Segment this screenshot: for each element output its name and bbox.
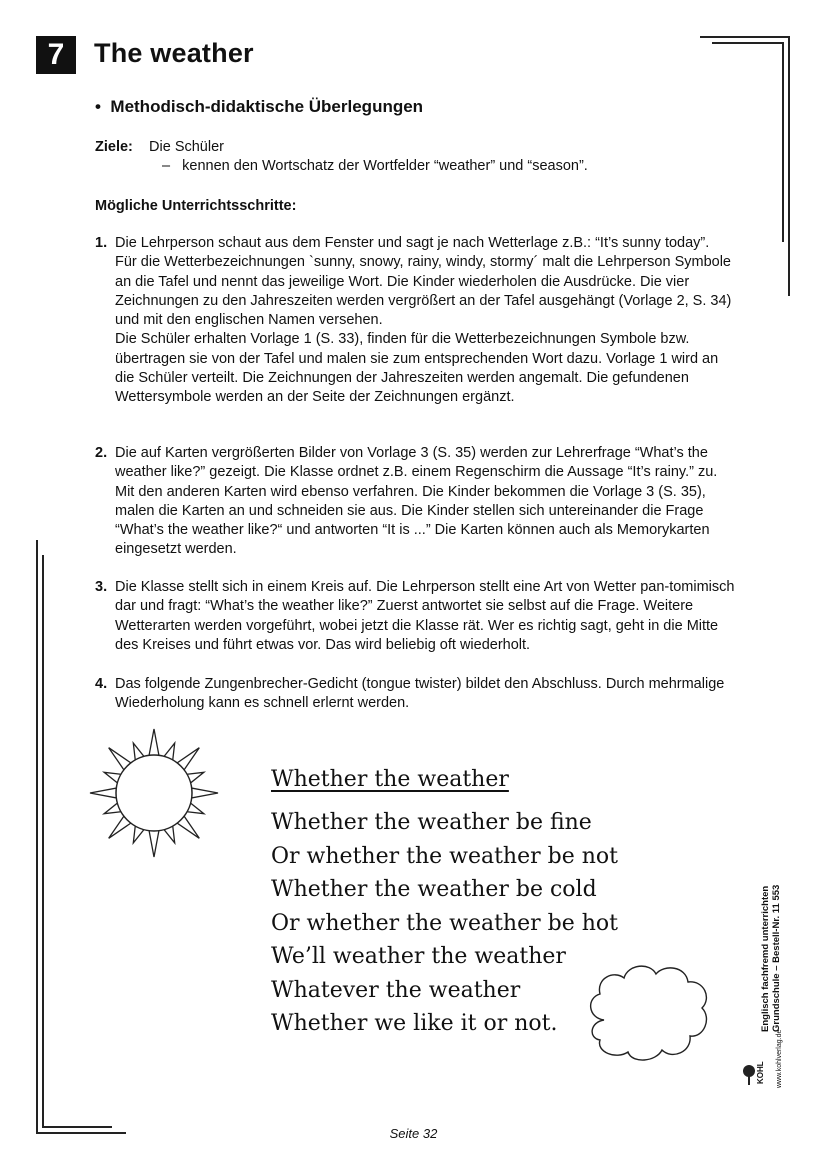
step-4: [95, 675, 735, 714]
series-title: Englisch fachfremd unterrichten: [760, 885, 771, 1032]
poem-line: Whatever the weather: [271, 977, 521, 1003]
poem-line: Whether the weather be cold: [271, 877, 597, 902]
poem-title: Whether the weather: [271, 767, 509, 792]
frame-top-right-v: [788, 36, 790, 296]
goals-label: Ziele:: [95, 139, 133, 155]
poem-line: Whether we like it or not.: [271, 1011, 558, 1036]
step-1: [95, 234, 735, 408]
frame-bottom-left-v: [36, 540, 38, 1132]
sun-ray: [149, 729, 160, 757]
poem-line: Whether the weather be fine: [271, 810, 592, 835]
sun-ray: [149, 829, 160, 857]
step-text: Das folgende Zungenbrecher-Gedicht (tongue twister) bildet den Abschluss. Durch mehrmalige Wiederholung kann es schnell erlernt werden.: [115, 676, 725, 712]
step-number: 1.: [95, 235, 108, 251]
poem-line: We’ll weather the weather: [271, 944, 566, 969]
section-heading-text: Methodisch-didaktische Überlegungen: [110, 97, 424, 116]
frame-top-right-h: [700, 36, 790, 38]
section-heading: [95, 97, 423, 117]
publisher-name: KOHL: [756, 1061, 765, 1084]
poem: [271, 767, 618, 1041]
poem-line: Or whether the weather be not: [271, 843, 618, 869]
steps-heading: Mögliche Unterrichtsschritte:: [95, 198, 297, 214]
step-3: [95, 578, 735, 655]
section-bullet: •: [95, 97, 101, 116]
step-2: [95, 444, 735, 560]
sun-ray: [90, 788, 118, 799]
step-text: Die auf Karten vergrößerten Bilder von Vorlage 3 (S. 35) werden zur Lehrerfrage “What’s the weather like?” gezeigt. Die Klasse ordnet z.B. einem Regenschirm die Aussage “It’s rainy.” zu. Mit den anderen Karten wird ebenso verfahren. Die Kinder bekommen die Vorlage 3 (S. 35), malen die Karten an und schneiden sie aus. Die Kinder stellen sich untereinander die Frage “What’s the weather like?“ und antworten “It is ...” Die Karten können auch als Memorykarten eingesetzt werden.: [115, 445, 718, 558]
step-text-continued: Die Schüler erhalten Vorlage 1 (S. 33), finden für die Wetterbezeichnungen Symbole bzw. übertragen sie von der Tafel und malen sie zum entsprechenden Wort dazu. Vorlage 1 wird an die Schüler verteilt. Die Zeichnungen der Jahreszeiten werden angemalt. Die gefundenen Wettersymbole werden an der Seite der Zeichnungen ergänzt.: [115, 331, 719, 406]
series-order-number: Grundschule – Bestell-Nr. 11 553: [771, 884, 782, 1032]
frame-bottom-left-v2: [42, 555, 44, 1126]
goals-item: [162, 157, 588, 176]
publisher-logo: [742, 1020, 790, 1090]
chapter-number-badge: 7: [36, 36, 76, 74]
page-number: Seite 32: [389, 1126, 438, 1141]
goals-block: [95, 138, 588, 174]
poem-line: Or whether the weather be hot: [271, 910, 618, 936]
goals-dash: –: [162, 158, 171, 174]
step-number: 4.: [95, 676, 108, 692]
series-info: [760, 885, 782, 1032]
goals-intro: Die Schüler: [149, 139, 224, 155]
publisher-url: www.kohlverlag.de: [776, 1029, 783, 1088]
tree-icon: [742, 1064, 756, 1086]
step-number: 2.: [95, 445, 108, 461]
sun-ray: [190, 788, 218, 799]
step-text: Die Klasse stellt sich in einem Kreis auf. Die Lehrperson stellt eine Art von Wetter pan-tomimisch dar und fragt: “What’s the weather like?” Zuerst antwortet sie selbst auf die Frage. Weitere Wetterarten werden vorgeführt, wobei jetzt die Klasse rät. Wer es richtig sagt, geht in die Mitte des Kreises und führt etwas vor. Das wird beliebig oft wiederholt.: [115, 579, 735, 653]
step-number: 3.: [95, 579, 108, 595]
goals-item-text: kennen den Wortschatz der Wortfelder “weather” und “season”.: [182, 158, 588, 174]
page-title: The weather: [94, 38, 254, 68]
frame-top-right-v2: [782, 42, 784, 242]
sun-illustration: [88, 727, 220, 859]
frame-top-right-h2: [712, 42, 784, 44]
step-text: Die Lehrperson schaut aus dem Fenster und sagt je nach Wetterlage z.B.: “It’s sunny today”. Für die Wetterbezeichnungen `sunny, snowy, rainy, windy, stormy´ malt die Lehrperson Symbole an die Tafel und nennt das jeweilige Wort. Die Kinder wiederholen die Ausdrücke. Die vier Zeichnungen zu den Jahreszeiten werden vergrößert an der Tafel ausgehängt (Vorlage 2, S. 34) und mit den englischen Namen versehen.: [115, 235, 732, 329]
